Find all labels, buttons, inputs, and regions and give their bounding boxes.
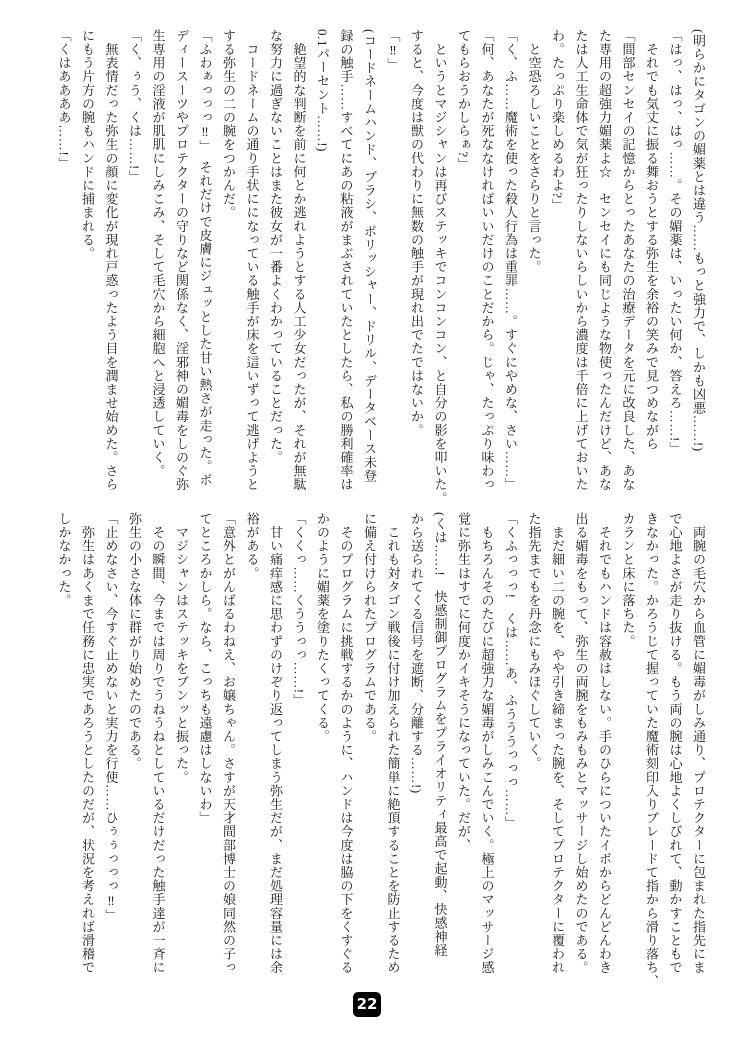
text-line: 「はっ、はっ、はっ……。その媚薬は、いったい何か、答えろ……!」	[667, 29, 683, 456]
text-line: 「くふっっっ! くは……あ、ふうううっっっ……」	[503, 512, 518, 830]
text-line: 生専用の淫液が肌肌にしみこみ、そして毛穴から細胞へと浸透していく。	[150, 29, 166, 478]
text-line: 両腕の毛穴から血管に媚毒がしみ通り、プロテクターに包まれた指先にま	[691, 512, 706, 975]
text-line: その瞬間、今までは周りでうねうねとしているだけだった触手達が一斉に	[150, 512, 166, 975]
page-number: 22	[356, 995, 378, 1013]
text-line: 絶望的な判断を前に何とか逃れようとする人工少女だったが、それが無駄	[291, 29, 307, 492]
text-line: 「間部センセイの記憶からとったあなたの治療データを元に改良した、あな	[620, 29, 636, 492]
text-line: 出る媚毒をもって、弥生の両腕をもみもみとマッサージし始めたのである。	[573, 512, 589, 975]
text-line: と空恐ろしいことをさらりと言った。	[526, 29, 542, 274]
text-line: すると、今度は獣の代わりに無数の触手が現れ出でたではないか。	[409, 29, 424, 437]
text-line: た専用の超強力媚薬よ☆ センセイにも同じような物使ったんだけど、あな	[597, 29, 612, 492]
text-line: てところかしら。なら、こっちも遠慮はしないわ」	[197, 512, 213, 825]
text-line: もちろんそのたびに超強力な媚毒がしみこんでいく。極上のマッサージ感	[479, 512, 495, 975]
text-line: ディースーツやプロテクターの守りなど関係なく、淫邪神の媚毒をしのぐ弥	[174, 29, 189, 492]
text-line: きなかった。かろうじて握っていた魔術刻印入りブレードて指から滑り落ち、	[644, 512, 659, 988]
text-line: で心地よさが走り抜ける。もう両の腕は心地よくしびれて、動かすこともで	[667, 512, 683, 975]
text-line: カランと床に落ちた。	[620, 512, 636, 648]
text-line: 「く、ふ……魔術を使った殺人行為は重罪……。すぐにやめな、さい……」	[503, 29, 518, 492]
text-line: まだ細い二の腕を、やや引き締まった腕を、そしてプロテクターに覆われ	[550, 512, 565, 975]
text-line: する弥生の二の腕をつかんだ。	[221, 29, 236, 220]
text-line: 「止めなさい、今すぐ止めないと実力を行使……ひぅぅっっっ‼」	[103, 512, 119, 922]
text-line: に備え付けられたプログラムである。	[362, 512, 377, 744]
text-line: かのように媚薬を塗りたくってくる。	[315, 512, 330, 744]
text-line: 裕がある。	[244, 512, 260, 580]
text-line: というとマジシャンは再びステッキでコンコンコン、と自分の影を叩いた。	[432, 29, 448, 505]
text-line: たは人工生命体で気が狂ったりしないらしいから濃度は千倍に上げておいた	[573, 29, 589, 492]
text-line: (明らかにタゴンの媚薬とは違う……もっと強力で、しかも凶悪……!)	[691, 29, 706, 452]
text-line: それでも気丈に振る舞おうとする弥生を余裕の笑みで見つめながら	[644, 29, 659, 451]
text-block-lower	[52, 512, 710, 990]
page-number-badge	[353, 992, 381, 1017]
text-line: そのプログラムに挑戦するかのように、ハンドは今度は脇の下をくすぐる	[338, 512, 354, 975]
text-line: 「くくっ……くううっっ……!」	[291, 512, 307, 708]
text-line: てもらおうかしらぁ?」	[456, 29, 471, 172]
text-line: た指先までもを丹念にもみほぐしていく。	[526, 512, 542, 771]
text-line: 0.1パーセント……!)	[315, 29, 330, 153]
text-line: しかなかった。	[56, 512, 72, 608]
text-line: 「く、ぅう、くは……!」	[127, 29, 142, 184]
text-line: 「意外とがんばるわねえ、お嬢ちゃん。さすが天才間部博士の娘同然の子っ	[221, 512, 236, 975]
text-line: それでもハンドは容赦はしない。手のひらについたイボからどんどんわき	[597, 512, 612, 975]
text-line: (コードネームハンド、ブラシ、ポリッシャー、ドリル、データベース未登	[362, 29, 377, 483]
text-line: 「何、あなたが死ななければいいだけのことだから。じゃ、たっぷり味わっ	[479, 29, 495, 492]
text-line: これも対タゴン戦後に付け加えられた簡単に絶頂することを防止するため	[385, 512, 401, 975]
text-line: 「‼」	[385, 29, 401, 72]
text-line: な努力に過ぎないことはまた彼女が一番よくわかっていることだった。	[268, 29, 283, 465]
text-line: 覚に弥生はすでに何度かイキそうになっていた。だが、	[456, 512, 471, 852]
text-line: マジシャンはステッキをブンッと振った。	[174, 512, 189, 784]
text-line: 弥生はあくまで任務に忠実であろうとしたのだが、状況を考えれば滑稽で	[80, 512, 95, 975]
text-line: 弥生の小さな体に群がり始めたのである。	[127, 512, 142, 771]
text-line: コードネームの通り手状にになっている触手が床を這いずって逃げようと	[244, 29, 260, 492]
text-line: にもう片方の腕もハンドに捕まれる。	[80, 29, 95, 261]
text-line: 「くはああああ……!」	[56, 29, 72, 170]
text-line: 録の触手……すべてにあの粘液がまぶされていたとしたら、私の勝利確率は	[338, 29, 354, 492]
text-line: 甘い痛痒感に思わずのけぞり返ってしまう弥生だが、まだ処理容量には余	[268, 512, 283, 975]
text-line: から送られてくる信号を遮断、分離する……!)	[409, 512, 424, 794]
text-line: わ。たっぷり楽しめるわよ?」	[550, 29, 565, 213]
text-line: 「ふわぁっっっ‼」 それだけで皮膚にジュッとした甘い熱さが走った。ボ	[197, 29, 213, 487]
text-line: 無表情だった弥生の顔に変化が現れ戸惑ったよう目を潤ませ始めた。さら	[103, 29, 119, 492]
text-line: (くは……! 快感制御プログラムをプライオリティ最高で起動、快感神経	[432, 512, 448, 958]
text-block-upper	[52, 29, 710, 507]
